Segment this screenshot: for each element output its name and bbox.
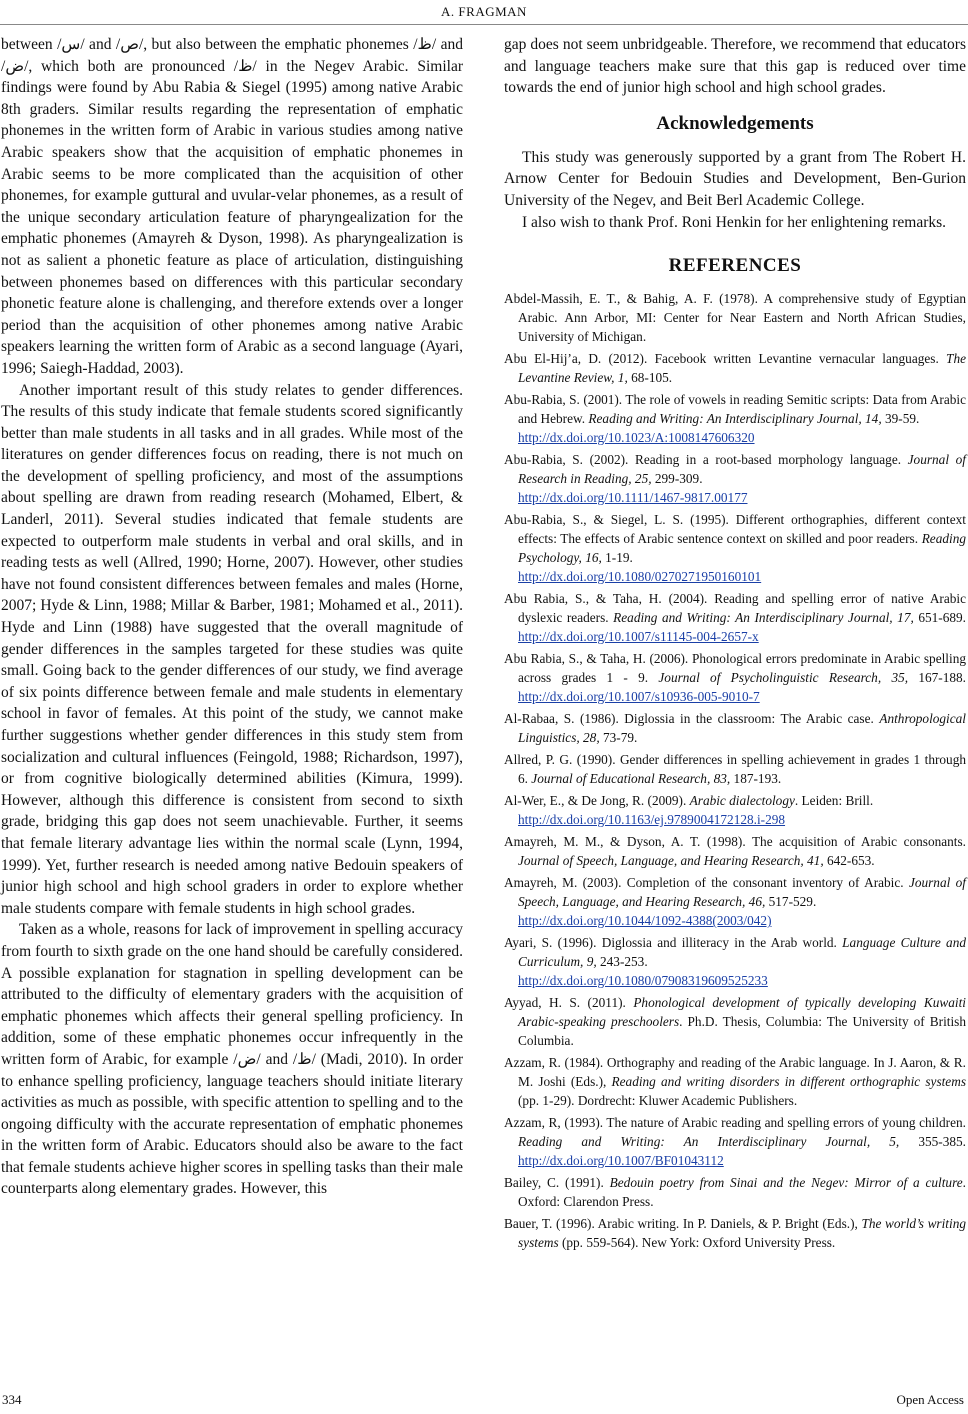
reference-entry: [504, 709, 966, 747]
acknowledgements-heading: Acknowledgements: [656, 112, 814, 134]
reference-tail: 651-689.: [913, 610, 966, 626]
reference-tail: . Ph.D. Thesis, Columbia: The University of British Columbia.: [518, 1014, 966, 1049]
doi-link[interactable]: http://dx.doi.org/10.1007/s10936-005-9010-7: [518, 689, 760, 705]
reference-entry: [504, 649, 966, 706]
header-rule: [0, 24, 968, 25]
reference-entry: [504, 832, 966, 870]
reference-entry: [504, 933, 966, 990]
reference-source: Reading and Writing: An Interdisciplinary Journal, 14,: [588, 411, 882, 427]
reference-list: [504, 289, 966, 1252]
reference-text: Azzam, R, (1993). The nature of Arabic reading and spelling errors of young children.: [504, 1115, 966, 1131]
reference-source: Journal of Psycholinguistic Research, 35,: [658, 670, 909, 686]
reference-entry: [504, 791, 966, 829]
reference-entry: [504, 589, 966, 646]
reference-source: Reading and writing disorders in different orthographic systems: [611, 1074, 966, 1090]
reference-source: Journal of Educational Research, 83,: [531, 771, 731, 787]
reference-entry: [504, 289, 966, 346]
reference-source: Anthropological Linguistics, 28,: [518, 711, 966, 746]
acknowledgements-paragraph: I also wish to thank Prof. Roni Henkin for her enlightening remarks.: [522, 213, 947, 231]
reference-source: Journal of Speech, Language, and Hearing Research, 41,: [518, 853, 824, 869]
doi-link[interactable]: http://dx.doi.org/10.1080/0270271950160101: [518, 569, 762, 585]
reference-text: Ayyad, H. S. (2011).: [504, 995, 634, 1011]
reference-text: Amayreh, M. M., & Dyson, A. T. (1998). The acquisition of Arabic consonants.: [504, 834, 966, 850]
reference-tail: (pp. 559-564). New York: Oxford University Press.: [558, 1235, 836, 1251]
reference-tail: 187-193.: [730, 771, 782, 787]
reference-text: Abu Rabia, S., & Taha, H. (2004). Reading and spelling error of native Arabic dyslexic readers.: [504, 591, 966, 626]
reference-entry: [504, 510, 966, 586]
reference-tail: 299-309.: [651, 471, 703, 487]
open-access-label: Open Access: [896, 1392, 964, 1407]
reference-source: Reading and Writing: An Interdisciplinary Journal, 17,: [613, 610, 914, 626]
body-paragraph: between /س/ and /ص/, but also between the emphatic phonemes /ظ/ and /ض/, which both are pronounced /ظ/ in the Negev Arabic. Similar findings were found by Abu Rabia & Siegel (1995) among native Arabic 8th graders. Similar results regarding the representation of emphatic phonemes in the written form of Arabic in various studies among native Arabic speakers show that the acquisition of emphatic phonemes in Arabic seems to be more complicated than the acquisition of other phonemes, for example guttural and uvular-velar phonemes, as a result of the unique secondary articulation feature of pharyngealization for the emphatic phonemes (Amayreh & Dyson, 1998). As pharyngealization is not as salient a phonetic feature as place of articulation, distinguishing between phonemes based on differences with this particular secondary phonetic feature alone is challenging, and therefore extends over a longer period than the acquisition of other phonemes among native Arabic speakers learning the written form of Arabic as a second language (Ayari, 1996; Saiegh-Haddad, 2003).: [1, 36, 463, 377]
reference-source: Arabic dialectology: [689, 793, 795, 809]
reference-text: Abu-Rabia, S. (2002). Reading in a root-based morphology language.: [504, 452, 908, 468]
reference-source: Journal of Research in Reading, 25,: [518, 452, 966, 487]
doi-link[interactable]: http://dx.doi.org/10.1007/s11145-004-2657-x: [518, 629, 759, 645]
reference-tail: . Oxford: Clarendon Press.: [518, 1175, 966, 1210]
reference-tail: 355-385.: [899, 1134, 966, 1150]
reference-text: Al-Wer, E., & De Jong, R. (2009).: [504, 793, 690, 809]
body-paragraph: gap does not seem unbridgeable. Therefore, we recommend that educators and language teachers make sure that this gap is reduced over time towards the end of junior high school and high school grades.: [504, 36, 966, 97]
reference-tail: 167-188.: [908, 670, 967, 686]
reference-tail: 1-19.: [601, 550, 633, 566]
reference-source: Bedouin poetry from Sinai and the Negev: Mirror of a culture: [609, 1175, 963, 1191]
reference-text: Allred, P. G. (1990). Gender differences in spelling achievement in grades 1 through 6.: [504, 752, 966, 787]
references-heading: REFERENCES: [668, 255, 802, 277]
right-column: [504, 34, 966, 1255]
left-column: [1, 34, 463, 1200]
reference-source: Reading and Writing: An Interdisciplinary Journal, 5,: [518, 1134, 900, 1150]
reference-text: Abu El-Hij’a, D. (2012). Facebook written Levantine vernacular languages.: [504, 351, 947, 367]
reference-tail: 517-529.: [765, 894, 817, 910]
reference-text: Azzam, R. (1984). Orthography and reading of the Arabic language. In J. Aaron, & R. M. Joshi (Eds.),: [504, 1055, 966, 1090]
reference-entry: [504, 993, 966, 1050]
body-paragraph: Taken as a whole, reasons for lack of improvement in spelling accuracy from fourth to sixth grade on the one hand should be carefully considered. A possible explanation for stagnation in spelling development can be attributed to the difficulty of elementary graders with the acquisition of emphatic phonemes which affects their general spelling proficiency. In addition, some of these emphatic phonemes occur infrequently in the written form of Arabic, for example /ض/ and /ظ/ (Madi, 2010). In order to enhance spelling proficiency, language teachers should initiate literary activities as much as possible, with specific attention to spelling and to the ongoing difficulty with the accurate representation of emphatic phonemes in the written form of Arabic. Educators should also be aware to the fact that female students achieve higher scores in spelling tasks than their male counterparts along elementary grades. However, this: [1, 921, 463, 1198]
page-number: 334: [2, 1392, 22, 1407]
doi-link[interactable]: http://dx.doi.org/10.1111/1467-9817.00177: [518, 490, 748, 506]
reference-tail: 68-105.: [627, 370, 673, 386]
acknowledgements-paragraph: This study was generously supported by a grant from The Robert H. Arnow Center for Bedouin Studies and Development, Ben-Gurion University of the Negev, and Beit Berl Academic College.: [504, 148, 966, 209]
reference-entry: [504, 390, 966, 447]
reference-text: Bailey, C. (1991).: [504, 1175, 610, 1191]
reference-entry: [504, 1214, 966, 1252]
reference-entry: [504, 1113, 966, 1170]
reference-tail: 642-653.: [823, 853, 875, 869]
reference-source: Reading Psychology, 16,: [518, 531, 966, 566]
reference-text: Ayari, S. (1996). Diglossia and illiteracy in the Arab world.: [504, 935, 843, 951]
reference-text: Abu-Rabia, S., & Siegel, L. S. (1995). Different orthographies, different context effects: The effects of Arabic sentence context on skilled and poor readers.: [504, 512, 966, 547]
reference-tail: . Leiden: Brill.: [794, 793, 874, 809]
reference-text: Amayreh, M. (2003). Completion of the consonant inventory of Arabic.: [504, 875, 909, 891]
reference-text: Al-Rabaa, S. (1986). Diglossia in the classroom: The Arabic case.: [504, 711, 880, 727]
doi-link[interactable]: http://dx.doi.org/10.1044/1092-4388(2003/042): [518, 913, 772, 929]
body-paragraph: Another important result of this study relates to gender differences. The results of this study indicate that female students scored significantly better than male students in all tasks and in all grades. While most of the literatures on gender differences focus on reading, there is not much on the development of spelling proficiency, and most of the assumptions about spelling are drawn from reading research (Mohamed, Elbert, & Landerl, 2011). Several studies indicated that female students are expected to outperform male students in verbal and oral skills, and in reading tests as well (Allred, 1990; Horne, 2007). However, other studies have not found consistent differences between females and males (Horne, 2007; Hyde & Linn, 1988; Millar & Barber, 1981; Mohamed et al., 2011). Hyde and Linn (1988) have suggested that the overall magnitude of gender differences in the samples targeted for these studies was quite small. Going back to the gender differences of our study, we find average of six points difference between female and male students in elementary school in favor of females. At this point of the study, we cannot make further suggestions whether gender differences in this study stem from socialization and cultural influences (Feingold, 1988; Richardson, 1997), or from cognitive biologically determined abilities (Kimura, 1999). However, although this difference is consistent from second to sixth grade, bridging this gap does not seem unachievable. Further, it seems that female literary advantage lies within the normal scale (Lynn, 1994, 1999). Yet, further research is needed among native Bedouin speakers of junior high school and high school graders in order to explore whether male students compare with female students in high school grades.: [1, 381, 463, 917]
reference-tail: 243-253.: [596, 954, 648, 970]
running-head: A. FRAGMAN: [441, 4, 527, 19]
doi-link[interactable]: http://dx.doi.org/10.1007/BF01043112: [518, 1153, 724, 1169]
reference-tail: 39-59.: [881, 411, 920, 427]
reference-entry: [504, 750, 966, 788]
reference-source: Phonological development of typically developing Kuwaiti Arabic-speaking preschoolers: [518, 995, 966, 1030]
reference-tail: (pp. 1-29). Dordrecht: Kluwer Academic Publishers.: [518, 1093, 798, 1109]
reference-source: The world’s writing systems: [518, 1216, 966, 1251]
reference-source: Language Culture and Curriculum, 9,: [518, 935, 966, 970]
reference-entry: [504, 349, 966, 387]
doi-link[interactable]: http://dx.doi.org/10.1163/ej.9789004172128.i-298: [518, 812, 786, 828]
reference-entry: [504, 1173, 966, 1211]
reference-tail: 73-79.: [599, 730, 638, 746]
reference-source: Journal of Speech, Language, and Hearing Research, 46,: [518, 875, 966, 910]
reference-text: Abu-Rabia, S. (2001). The role of vowels in reading Semitic scripts: Data from Arabic and Hebrew.: [504, 392, 966, 427]
reference-entry: [504, 1053, 966, 1110]
reference-source: The Levantine Review, 1,: [518, 351, 966, 386]
doi-link[interactable]: http://dx.doi.org/10.1023/A:1008147606320: [518, 430, 755, 446]
reference-text: Abu Rabia, S., & Taha, H. (2006). Phonological errors predominate in Arabic spelling across grades 1 - 9.: [504, 651, 966, 686]
reference-text: Abdel-Massih, E. T., & Bahig, A. F. (1978). A comprehensive study of Egyptian Arabic. Ann Arbor, MI: Center for Near Eastern and North African Studies, University of Michigan.: [504, 291, 966, 345]
doi-link[interactable]: http://dx.doi.org/10.1080/07908319609525233: [518, 973, 768, 989]
reference-entry: [504, 450, 966, 507]
reference-text: Bauer, T. (1996). Arabic writing. In P. Daniels, & P. Bright (Eds.),: [504, 1216, 862, 1232]
reference-entry: [504, 873, 966, 930]
